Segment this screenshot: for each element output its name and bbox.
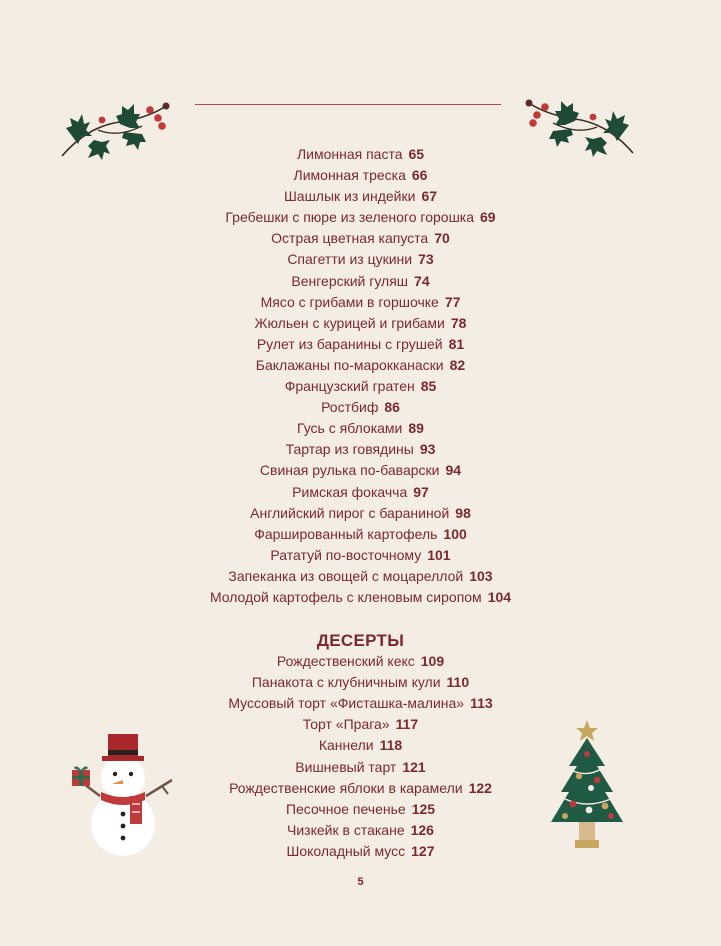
toc-entry (0, 271, 721, 292)
toc-entry-title: Панакота с клубничным кули (251, 674, 441, 691)
toc-entry-page: 85 (420, 378, 437, 395)
toc-entry-page: 69 (480, 209, 496, 226)
toc-entry-page: 101 (427, 546, 451, 563)
toc-entry-title: Торт «Прага» (302, 716, 390, 733)
toc-entry-page: 74 (414, 272, 430, 289)
toc-entry-page: 73 (418, 251, 434, 268)
toc-entry-title: Чизкейк в стакане (287, 821, 405, 838)
toc-main-list (0, 144, 721, 608)
toc-entry-title: Рулет из баранины с грушей (256, 335, 443, 352)
toc-entry-page: 103 (469, 567, 493, 584)
toc-entry-page: 104 (487, 588, 512, 605)
toc-entry-title: Вишневый тарт (295, 758, 397, 775)
toc-entry-page: 98 (455, 504, 471, 521)
toc-entry (0, 524, 721, 545)
toc-entry-title: Спагетти из цукини (287, 251, 413, 268)
toc-entry-page: 121 (402, 758, 426, 775)
toc-entry-title: Жюльен с курицей и грибами (254, 314, 445, 331)
toc-entry (0, 144, 721, 165)
toc-entry (0, 207, 721, 228)
toc-entry-page: 81 (448, 335, 465, 352)
toc-entry-page: 118 (379, 737, 403, 754)
toc-entry-title: Ростбиф (321, 399, 379, 416)
toc-entry-title: Шоколадный мусс (286, 842, 406, 859)
toc-entry-title: Английский пирог с бараниной (250, 504, 450, 521)
toc-entry-title: Молодой картофель с кленовым сиропом (209, 588, 482, 605)
toc-entry-title: Рататуй по-восточному (270, 546, 422, 563)
toc-entry-title: Гребешки с пюре из зеленого горошка (225, 209, 475, 226)
toc-entry (0, 651, 721, 672)
toc-entry-title: Свиная рулька по-баварски (259, 462, 440, 479)
toc-entry-page: 78 (450, 314, 467, 331)
header-rule (195, 104, 501, 105)
toc-entry-page: 126 (410, 821, 434, 838)
toc-entry-title: Рождественский кекс (276, 653, 415, 670)
toc-entry-page: 77 (444, 293, 461, 310)
toc-entry (0, 228, 721, 249)
toc-entry-title: Острая цветная капуста (271, 230, 429, 247)
toc-entry-title: Фаршированный картофель (254, 525, 438, 542)
toc-entry-page: 70 (434, 230, 450, 247)
toc-entry-page: 89 (408, 420, 424, 437)
toc-entry-title: Римская фокачча (292, 483, 408, 500)
toc-entry-title: Мясо с грибами в горшочке (260, 293, 439, 310)
snowman-icon (68, 732, 178, 856)
toc-entry-title: Гусь с яблоками (297, 420, 403, 437)
toc-entry (0, 482, 721, 503)
toc-entry-page: 127 (411, 842, 435, 859)
toc-entry (0, 672, 721, 693)
toc-entry-page: 113 (470, 695, 493, 712)
toc-entry (0, 693, 721, 714)
toc-entry (0, 313, 721, 334)
toc-entry-page: 122 (468, 779, 492, 796)
toc-entry-title: Песочное печенье (285, 800, 406, 817)
toc-entry-title: Каннели (318, 737, 374, 754)
toc-entry-page: 82 (449, 356, 466, 373)
toc-entry-title: Муссовый торт «Фисташка-малина» (228, 695, 465, 712)
toc-entry-title: Запеканка из овощей с моцареллой (228, 567, 464, 584)
toc-entry-title: Венгерский гуляш (291, 272, 409, 289)
toc-entry-page: 86 (384, 399, 400, 416)
toc-entry (0, 587, 721, 608)
toc-entry-title: Лимонная треска (293, 167, 406, 184)
toc-entry-page: 110 (446, 674, 470, 691)
toc-entry-title: Тартар из говядины (285, 441, 414, 458)
toc-entry (0, 397, 721, 418)
toc-entry (0, 545, 721, 566)
toc-entry-title: Французский гратен (284, 378, 415, 395)
toc-entry (0, 503, 721, 524)
toc-entry (0, 460, 721, 481)
toc-entry-title: Баклажаны по-марокканаски (255, 356, 444, 373)
toc-entry-page: 125 (411, 800, 436, 817)
toc-entry (0, 355, 721, 376)
toc-entry (0, 334, 721, 355)
toc-entry-page: 97 (413, 483, 429, 500)
toc-entry-page: 65 (408, 146, 425, 162)
toc-entry-page: 109 (420, 653, 445, 670)
toc-entry (0, 292, 721, 313)
toc-entry (0, 186, 721, 207)
toc-entry-title: Рождественские яблоки в карамели (229, 779, 463, 796)
toc-entry (0, 249, 721, 270)
toc-entry-title: Шашлык из индейки (283, 188, 416, 205)
toc-entry (0, 439, 721, 460)
toc-entry (0, 376, 721, 397)
toc-entry (0, 418, 721, 439)
toc-entry-page: 117 (395, 716, 419, 733)
toc-entry-page: 100 (443, 525, 467, 542)
christmas-tree-icon (545, 718, 629, 858)
toc-entry-page: 93 (419, 441, 436, 458)
section-title-desserts: ДЕСЕРТЫ (316, 631, 405, 651)
toc-entry-page: 94 (445, 462, 462, 479)
toc-entry (0, 566, 721, 587)
toc-entry (0, 165, 721, 186)
toc-entry-title: Лимонная паста (296, 146, 403, 162)
toc-entry-page: 66 (411, 167, 428, 184)
page-number: 5 (357, 876, 364, 888)
toc-entry-page: 67 (421, 188, 438, 205)
